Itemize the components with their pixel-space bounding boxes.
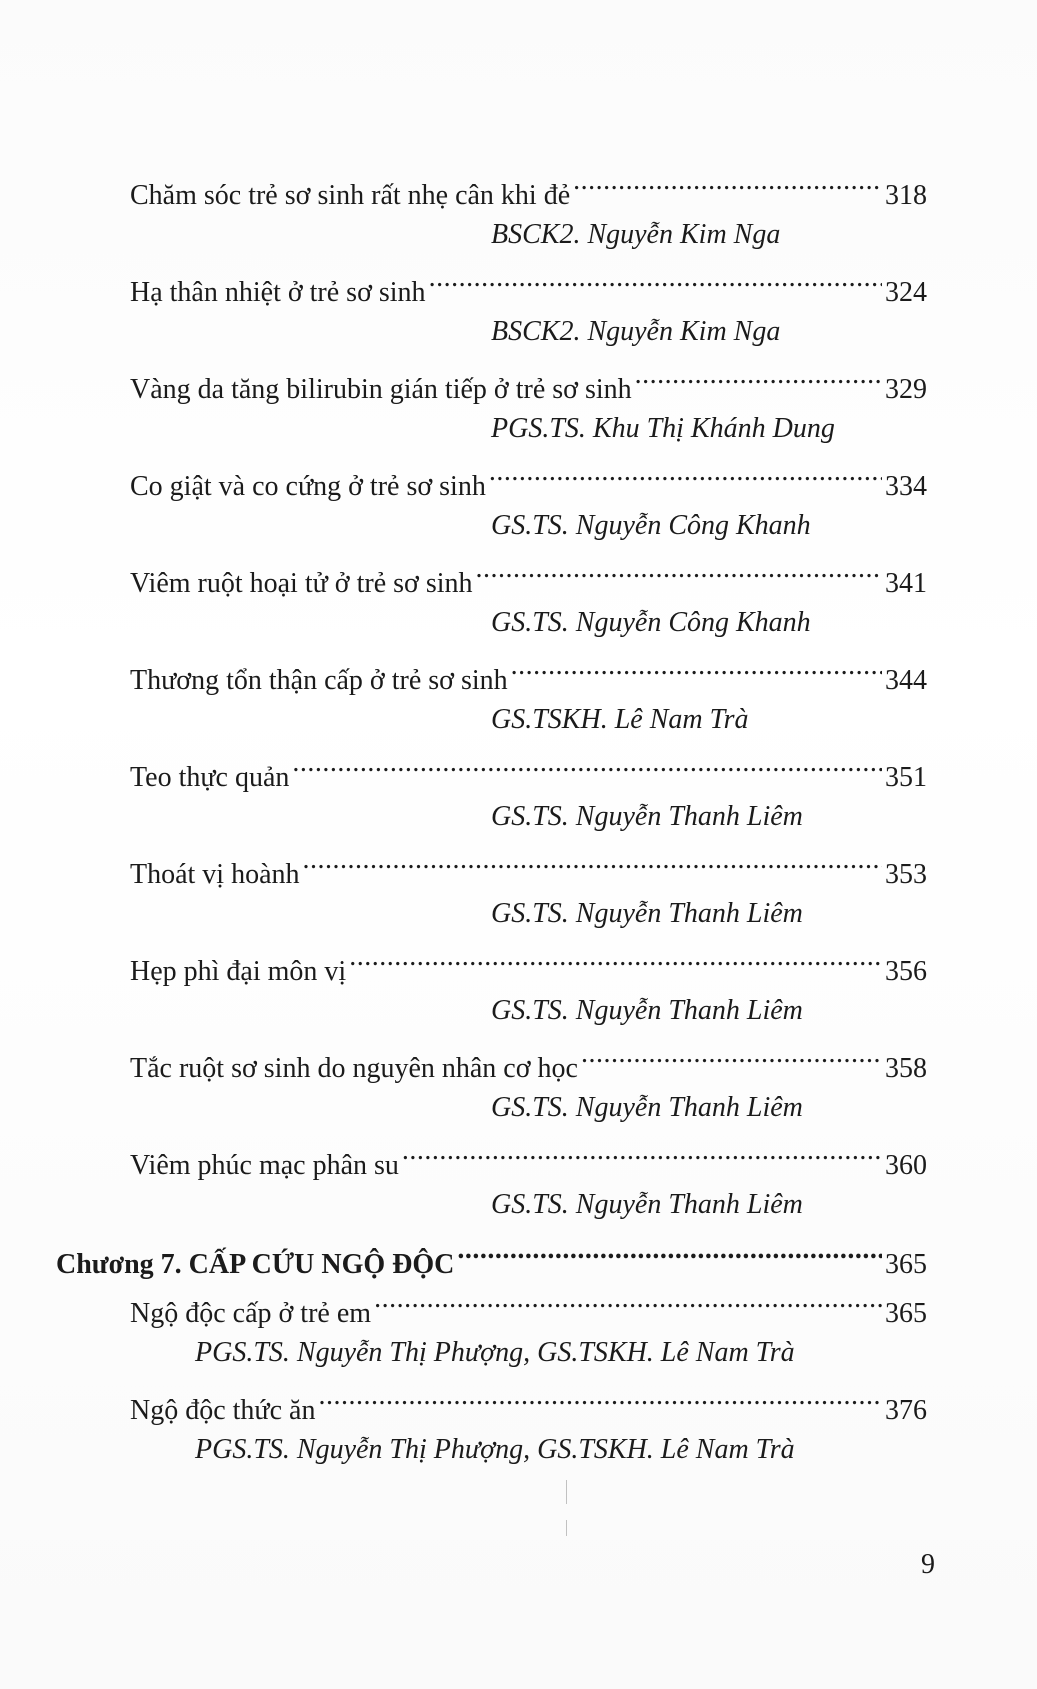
toc-entry-author: BSCK2. Nguyễn Kim Nga [491, 219, 781, 250]
leader-dots [581, 1043, 882, 1077]
toc-entry[interactable] [130, 1288, 927, 1331]
toc-entry-title: Viêm ruột hoại tử ở trẻ sơ sinh [130, 568, 473, 599]
toc-entry[interactable] [130, 558, 927, 601]
print-mark [566, 1480, 567, 1504]
print-mark [566, 1520, 567, 1536]
toc-entry[interactable] [130, 1140, 927, 1183]
leader-dots [635, 364, 882, 398]
leader-dots [402, 1140, 882, 1174]
toc-entry[interactable] [130, 170, 927, 213]
leader-dots [476, 558, 882, 592]
toc-entry-title: Chăm sóc trẻ sơ sinh rất nhẹ cân khi đẻ [130, 180, 571, 211]
toc-entry-title: Thoát vị hoành [130, 859, 300, 890]
toc-entry[interactable] [130, 267, 927, 310]
toc-entry-author: GS.TS. Nguyễn Thanh Liêm [491, 801, 803, 832]
toc-entry-page: 353 [885, 859, 927, 890]
toc-entry[interactable] [130, 1385, 927, 1428]
toc-entry-page: 329 [885, 374, 927, 405]
toc-entry-title: Viêm phúc mạc phân su [130, 1150, 399, 1181]
toc-entry[interactable] [130, 849, 927, 892]
chapter-title: Chương 7. CẤP CỨU NGỘ ĐỘC [56, 1249, 455, 1280]
toc-entry[interactable] [130, 946, 927, 989]
toc-entry-author: PGS.TS. Nguyễn Thị Phượng, GS.TSKH. Lê Nam Trà [195, 1337, 795, 1368]
toc-entry[interactable] [130, 752, 927, 795]
page-number: 9 [921, 1549, 935, 1580]
leader-dots [457, 1239, 882, 1273]
toc-entry-author: GS.TS. Nguyễn Công Khanh [491, 607, 811, 638]
toc-entry-page: 324 [885, 277, 927, 308]
toc-entry-title: Ngộ độc thức ăn [130, 1395, 316, 1426]
leader-dots [349, 946, 882, 980]
toc-entry-title: Co giật và co cứng ở trẻ sơ sinh [130, 471, 486, 502]
toc-entry-page: 360 [885, 1150, 927, 1181]
chapter-page: 365 [885, 1249, 927, 1280]
toc-entry-title: Ngộ độc cấp ở trẻ em [130, 1298, 372, 1329]
toc-entry-title: Thương tổn thận cấp ở trẻ sơ sinh [130, 665, 508, 696]
toc-entry-title: Tắc ruột sơ sinh do nguyên nhân cơ học [130, 1053, 578, 1084]
toc-entry[interactable] [130, 461, 927, 504]
toc-entry-page: 351 [885, 762, 927, 793]
toc-entry-author: GS.TS. Nguyễn Thanh Liêm [491, 898, 803, 929]
toc-entry-author: GS.TS. Nguyễn Thanh Liêm [491, 995, 803, 1026]
leader-dots [303, 849, 882, 883]
toc-entry-page: 318 [885, 180, 927, 211]
toc-entry-author: GS.TSKH. Lê Nam Trà [491, 704, 749, 735]
leader-dots [374, 1288, 882, 1322]
toc-entry[interactable] [130, 655, 927, 698]
toc-entry-page: 358 [885, 1053, 927, 1084]
toc-entry-title: Hẹp phì đại môn vị [130, 956, 347, 987]
chapter-heading[interactable] [56, 1239, 927, 1282]
toc-entry-author: BSCK2. Nguyễn Kim Nga [491, 316, 781, 347]
leader-dots [292, 752, 882, 786]
toc-entry-title: Vàng da tăng bilirubin gián tiếp ở trẻ sơ sinh [130, 374, 632, 405]
leader-dots [573, 170, 882, 204]
toc-entry[interactable] [130, 364, 927, 407]
toc-entry[interactable] [130, 1043, 927, 1086]
leader-dots [489, 461, 882, 495]
leader-dots [511, 655, 882, 689]
toc-entry-page: 376 [885, 1395, 927, 1426]
toc-entry-page: 344 [885, 665, 927, 696]
toc-entry-author: PGS.TS. Nguyễn Thị Phượng, GS.TSKH. Lê Nam Trà [195, 1434, 795, 1465]
toc-entry-page: 334 [885, 471, 927, 502]
toc-entry-author: GS.TS. Nguyễn Công Khanh [491, 510, 811, 541]
leader-dots [429, 267, 882, 301]
toc-entry-page: 356 [885, 956, 927, 987]
leader-dots [318, 1385, 882, 1419]
toc-entry-author: PGS.TS. Khu Thị Khánh Dung [491, 413, 835, 444]
toc-entry-author: GS.TS. Nguyễn Thanh Liêm [491, 1092, 803, 1123]
toc-entry-author: GS.TS. Nguyễn Thanh Liêm [491, 1189, 803, 1220]
toc-entry-title: Hạ thân nhiệt ở trẻ sơ sinh [130, 277, 426, 308]
toc-entry-page: 341 [885, 568, 927, 599]
toc-entry-title: Teo thực quản [130, 762, 290, 793]
toc-entry-page: 365 [885, 1298, 927, 1329]
